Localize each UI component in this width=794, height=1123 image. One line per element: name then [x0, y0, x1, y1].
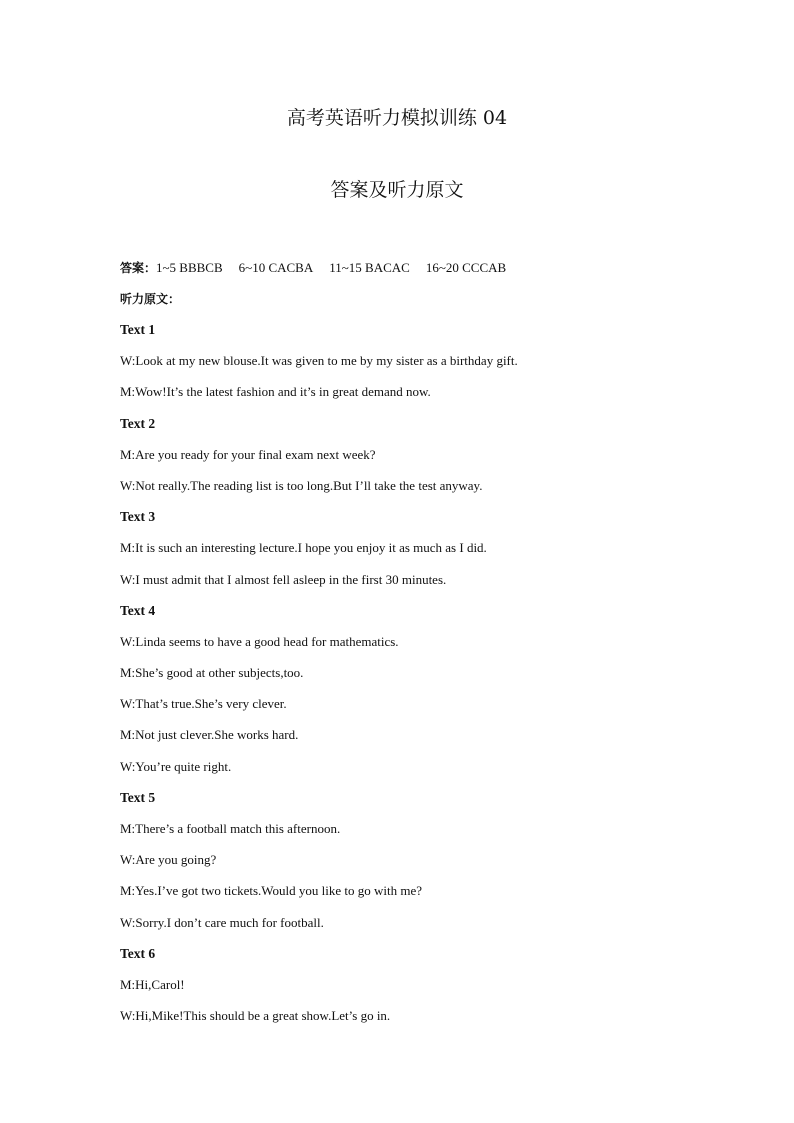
answer-key-label: 答案：	[120, 261, 157, 275]
answer-group: 1~5 BBBCB	[156, 260, 223, 275]
section-heading: Text 3	[120, 509, 156, 525]
dialogue-line: W:Not really.The reading list is too long.But I’ll take the test anyway.	[120, 477, 483, 493]
dialogue-line: W:That’s true.She’s very clever.	[120, 696, 287, 712]
section-heading: Text 6	[120, 945, 156, 961]
page-title: 高考英语听力模拟训练 04	[286, 107, 508, 129]
dialogue-line: W:Linda seems to have a good head for mathematics.	[120, 633, 399, 649]
dialogue-line: M:Not just clever.She works hard.	[120, 727, 299, 743]
dialogue-line: W:You’re quite right.	[120, 758, 232, 774]
transcript-label: 听力原文：	[120, 292, 181, 306]
dialogue-line: M:She’s good at other subjects,too.	[120, 665, 304, 681]
answer-key	[120, 259, 522, 277]
dialogue-line: M:Yes.I’ve got two tickets.Would you like to go with me?	[120, 883, 423, 899]
answer-group: 6~10 CACBA	[238, 260, 314, 275]
dialogue-line: M:It is such an interesting lecture.I hope you enjoy it as much as I did.	[120, 540, 487, 556]
page-subtitle: 答案及听力原文	[330, 179, 464, 201]
transcript-body	[120, 321, 760, 1038]
section-heading: Text 5	[120, 789, 156, 805]
dialogue-line: W:Look at my new blouse.It was given to me by my sister as a birthday gift.	[120, 353, 518, 369]
section-heading: Text 1	[120, 322, 156, 337]
dialogue-line: W:Hi,Mike!This should be a great show.Let’s go in.	[120, 1008, 391, 1024]
section-heading: Text 2	[120, 415, 156, 431]
answer-group: 11~15 BACAC	[329, 260, 410, 275]
dialogue-line: W:Are you going?	[120, 852, 217, 868]
dialogue-line: W:Sorry.I don’t care much for football.	[120, 914, 324, 930]
answer-group: 16~20 CCCAB	[425, 260, 507, 275]
dialogue-line: M:Are you ready for your final exam next week?	[120, 446, 376, 462]
dialogue-line: M:There’s a football match this afternoon.	[120, 821, 341, 836]
dialogue-line: W:I must admit that I almost fell asleep in the first 30 minutes.	[120, 571, 447, 587]
dialogue-line: M:Hi,Carol!	[120, 976, 185, 992]
dialogue-line: M:Wow!It’s the latest fashion and it’s in great demand now.	[120, 384, 431, 400]
section-heading: Text 4	[120, 602, 156, 618]
